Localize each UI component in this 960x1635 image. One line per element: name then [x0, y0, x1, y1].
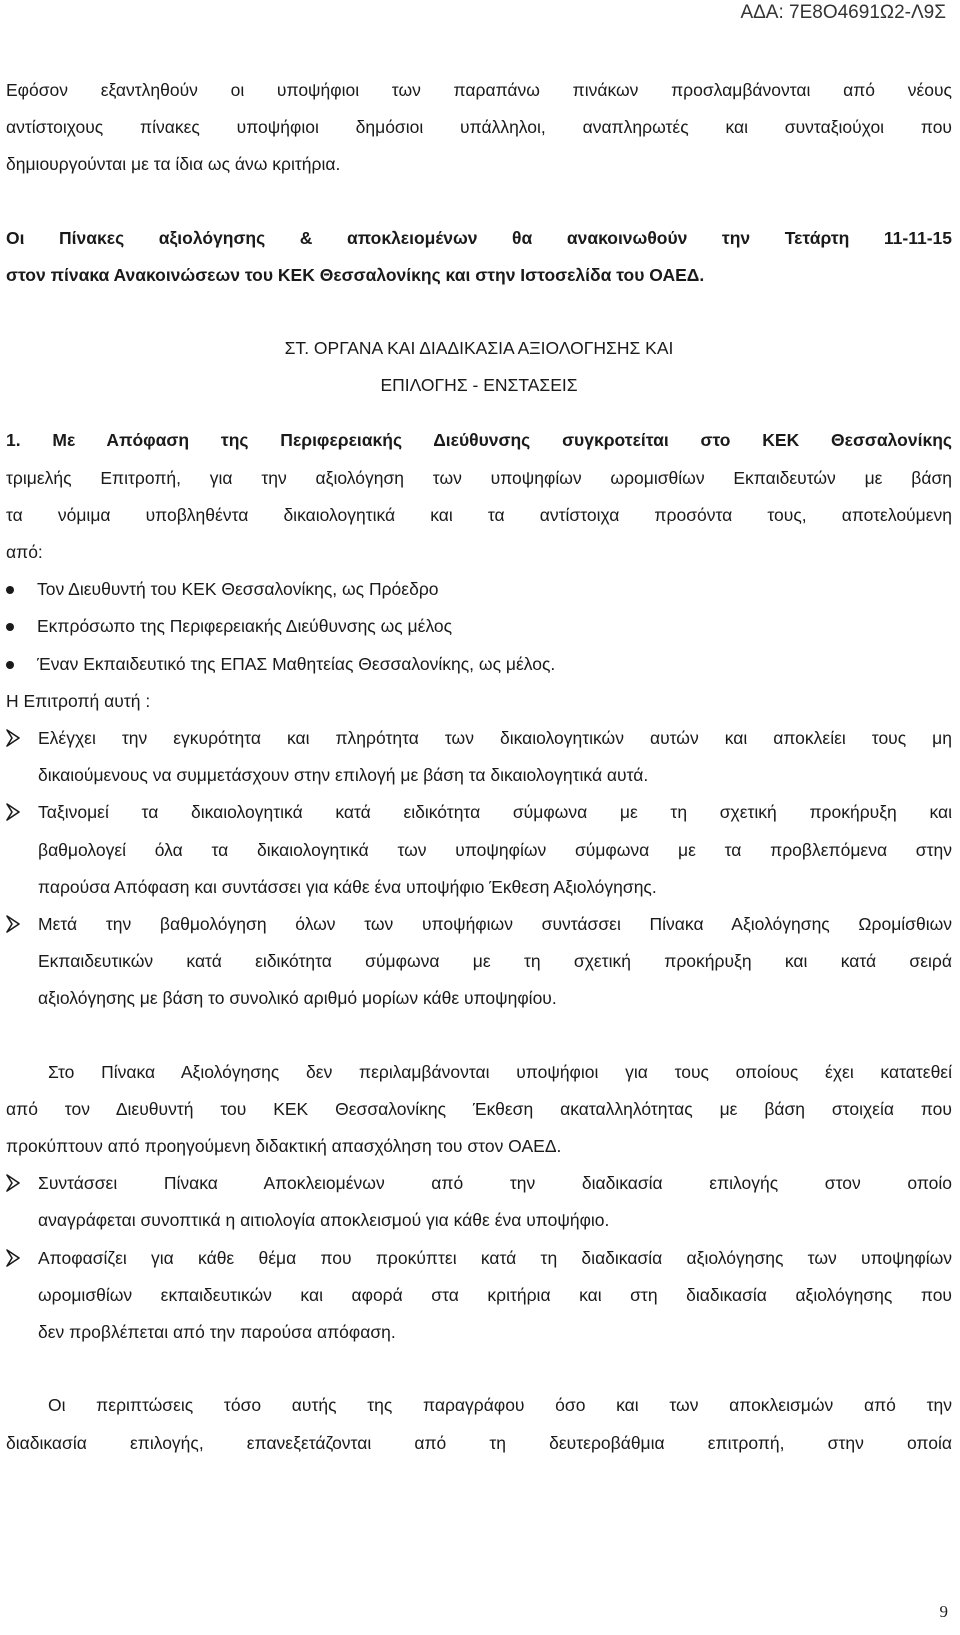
bullet-icon — [6, 623, 14, 631]
list-item: Ταξινομεί τα δικαιολογητικά κατά ειδικότητα σύμφωνα με τη σχετική προκήρυξη και βαθμολογεί όλα τα δικαιολογητικά των υποψηφίων σύμφωνα με τα προβλεπόμενα στην παρούσα Απόφαση και συντάσσει για κάθε ένα υποψήφιο Έκθεση Αξιολόγησης. — [6, 794, 952, 906]
list-item: Τον Διευθυντή του ΚΕΚ Θεσσαλονίκης, ως Πρόεδρο — [6, 571, 952, 608]
members-list — [6, 571, 952, 683]
list-item: Μετά την βαθμολόγηση όλων των υποψήφιων συντάσσει Πίνακα Αξιολόγησης Ωρομίσθιων Εκπαιδευτικών κατά ειδικότητα σύμφωνα με τη σχετική προκήρυξη και κατά σειρά αξιολόγησης με βάση το συνολικό αριθμό μορίων κάθε υποψηφίου. — [6, 906, 952, 1018]
list-item: Εκπρόσωπο της Περιφερειακής Διεύθυνσης ως μέλος — [6, 608, 952, 645]
closing-line: Οι περιπτώσεις τόσο αυτής της παραγράφου όσο και των αποκλεισμών από την — [48, 1395, 952, 1416]
committee-line: 1. Με Απόφαση της Περιφερειακής Διεύθυνσης συγκροτείται στο ΚΕΚ Θεσσαλονίκης — [6, 430, 952, 451]
list-item: Ελέγχει την εγκυρότητα και πληρότητα των δικαιολογητικών αυτών και αποκλείει τους μη δικαιούμενους να συμμετάσχουν στην επιλογή με βάση τα δικαιολογητικά αυτά. — [6, 720, 952, 794]
exclusion-paragraph — [6, 1054, 952, 1166]
intro-line: δημιουργούνται με τα ίδια ως άνω κριτήρια. — [6, 154, 341, 175]
exclusion-line: Στο Πίνακα Αξιολόγησης δεν περιλαμβάνονται υποψήφιοι για τους οποίους έχει κατατεθεί — [48, 1061, 952, 1082]
committee-line: τα νόμιμα υποβληθέντα δικαιολογητικά και τα αντίστοιχα προσόντα τους, αποτελούμενη — [6, 504, 952, 525]
arrowhead-icon — [6, 803, 20, 821]
announcement-line: Οι Πίνακες αξιολόγησης & αποκλειομένων θα ανακοινωθούν την Τετάρτη 11-11-15 — [6, 227, 952, 248]
ada-code: ΑΔΑ: 7Ε8Ο4691Ω2-Λ9Σ — [740, 2, 946, 23]
exclusion-line: προκύπτουν από προηγούμενη διδακτική απασχόληση του στον ΟΑΕΔ. — [6, 1136, 562, 1157]
committee-line: από: — [6, 542, 43, 563]
arrowhead-icon — [6, 729, 20, 747]
intro-paragraph — [6, 72, 952, 184]
arrowhead-icon — [6, 915, 20, 933]
section-title-line: ΕΠΙΛΟΓΗΣ - ΕΝΣΤΑΣΕΙΣ — [380, 375, 578, 396]
section-title — [6, 330, 952, 404]
committee-line: τριμελής Επιτροπή, για την αξιολόγηση των υποψηφίων ωρομισθίων Εκπαιδευτών με βάση — [6, 467, 952, 488]
arrowhead-icon — [6, 1174, 20, 1192]
list-item: Έναν Εκπαιδευτικό της ΕΠΑΣ Μαθητείας Θεσσαλονίκης, ως μέλος. — [6, 646, 952, 683]
closing-line: διαδικασία επιλογής, επανεξετάζονται από τη δευτεροβάθμια επιτροπή, στην οποία — [6, 1432, 952, 1453]
closing-paragraph — [6, 1387, 952, 1461]
duties-intro: Η Επιτροπή αυτή : — [6, 690, 151, 711]
document-body — [6, 72, 952, 1462]
list-item: Συντάσσει Πίνακα Αποκλειομένων από την διαδικασία επιλογής στον οποίο αναγράφεται συνοπτικά η αιτιολογία αποκλεισμού για κάθε ένα υποψήφιο. — [6, 1165, 952, 1239]
page-number: 9 — [939, 1602, 948, 1621]
announcement-line: στον πίνακα Ανακοινώσεων του ΚΕΚ Θεσσαλονίκης και στην Ιστοσελίδα του ΟΑΕΔ. — [6, 264, 705, 285]
bullet-icon — [6, 586, 14, 594]
duties-list — [6, 720, 952, 1018]
exclusion-list — [6, 1165, 952, 1351]
exclusion-line: από τον Διευθυντή του ΚΕΚ Θεσσαλονίκης Έκθεση ακαταλληλότητας με βάση στοιχεία που — [6, 1098, 952, 1119]
committee-paragraph — [6, 422, 952, 571]
intro-line: Εφόσον εξαντληθούν οι υποψήφιοι των παραπάνω πινάκων προσλαμβάνονται από νέους — [6, 80, 952, 100]
list-item: Αποφασίζει για κάθε θέμα που προκύπτει κατά τη διαδικασία αξιολόγησης των υποψηφίων ωρομισθίων εκπαιδευτικών και αφορά στα κριτήρια και στη διαδικασία αξιολόγησης που δεν προβλέπεται από την παρούσα απόφαση. — [6, 1240, 952, 1352]
arrowhead-icon — [6, 1249, 20, 1267]
section-title-line: ΣΤ. ΟΡΓΑΝΑ ΚΑΙ ΔΙΑΔΙΚΑΣΙΑ ΑΞΙΟΛΟΓΗΣΗΣ ΚΑΙ — [284, 338, 674, 359]
bullet-icon — [6, 661, 14, 669]
intro-line: αντίστοιχους πίνακες υποψήφιοι δημόσιοι υπάλληλοι, αναπληρωτές και συνταξιούχοι που — [6, 117, 952, 138]
announcement-paragraph — [6, 220, 952, 294]
